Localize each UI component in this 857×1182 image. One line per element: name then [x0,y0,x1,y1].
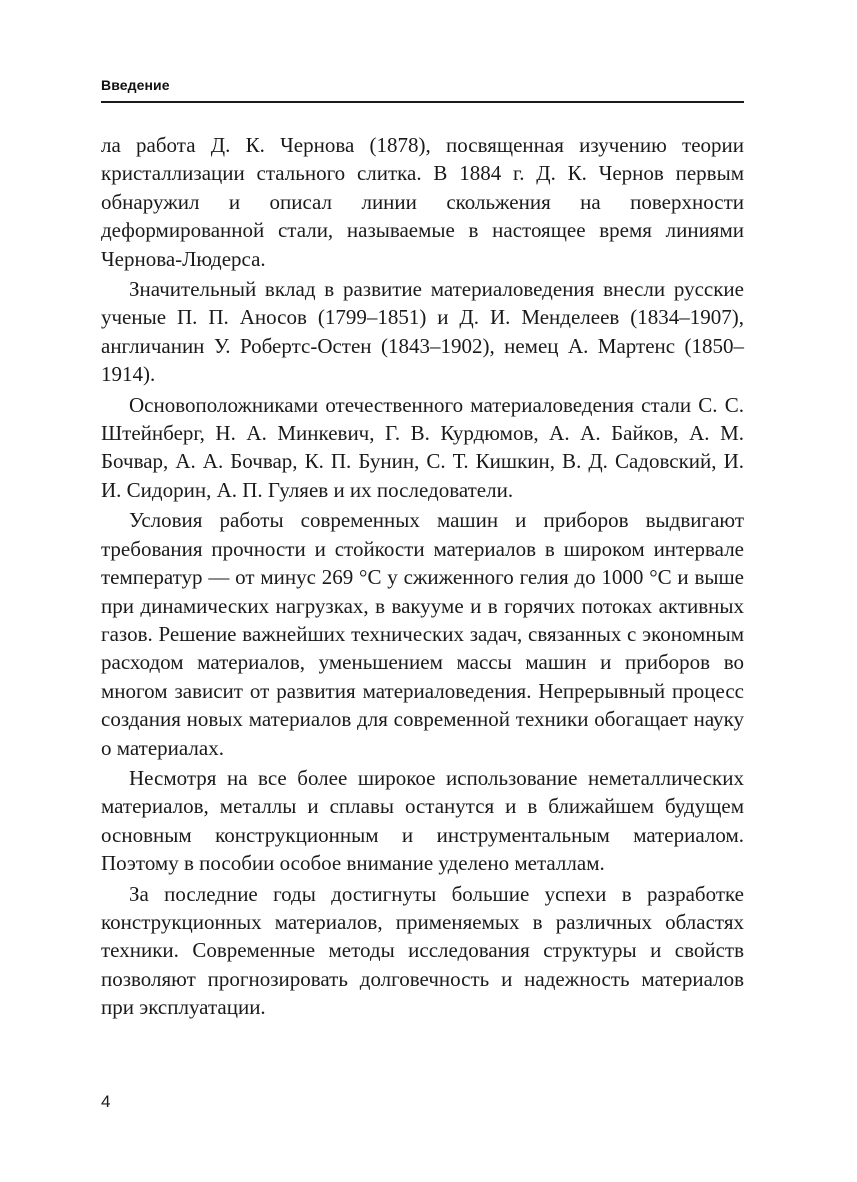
paragraph-continuation: ла работа Д. К. Чернова (1878), посвященная изучению теории кристаллизации стального слитка. В 1884 г. Д. К. Чернов первым обнаружил и описал линии скольжения на поверхности деформированной стали, называемые в настоящее время линиями Чернова-Людерса. [101,133,744,271]
paragraph: За последние годы достигнуты большие успехи в разработке конструкционных материалов, применяемых в различных областях техники. Современные методы исследования структуры и свойств позволяют прогнозировать долговечность и надежность материалов при эксплуатации. [101,881,744,1020]
running-head: Введение [101,77,170,93]
paragraph: Основоположниками отечественного материаловедения стали С. С. Штейнберг, Н. А. Минкевич, Г. В. Курдюмов, А. А. Байков, А. М. Бочвар, А. А. Бочвар, К. П. Бунин, С. Т. Кишкин, В. Д. Садовский, И. И. Сидорин, А. П. Гуляев и их последователи. [101,392,744,502]
paragraph: Условия работы современных машин и приборов выдвигают требования прочности и стойкости материалов в широком интервале температур — от минус 269 °С у сжиженного гелия до 1000 °С и выше при динамических нагрузках, в вакууме и в горячих потоках активных газов. Решение важнейших технических задач, связанных с экономным расходом материалов, уменьшением массы машин и приборов во многом зависит от развития материаловедения. Непрерывный процесс создания новых материалов для современной техники обогащает науку о материалах. [101,508,744,760]
header-rule [101,101,744,103]
page-number: 4 [101,1092,111,1111]
paragraph: Несмотря на все более широкое использование неметаллических материалов, металлы и сплавы останутся и в ближайшем будущем основным конструкционным и инструментальным материалом. Поэтому в пособии особое внимание уделено металлам. [101,765,744,876]
paragraph: Значительный вклад в развитие материаловедения внесли русские ученые П. П. Аносов (1799–1851) и Д. И. Менделеев (1834–1907), англичанин У. Робертс-Остен (1843–1902), немец А. Мартенс (1850–1914). [101,277,744,387]
body-text [101,131,744,1022]
